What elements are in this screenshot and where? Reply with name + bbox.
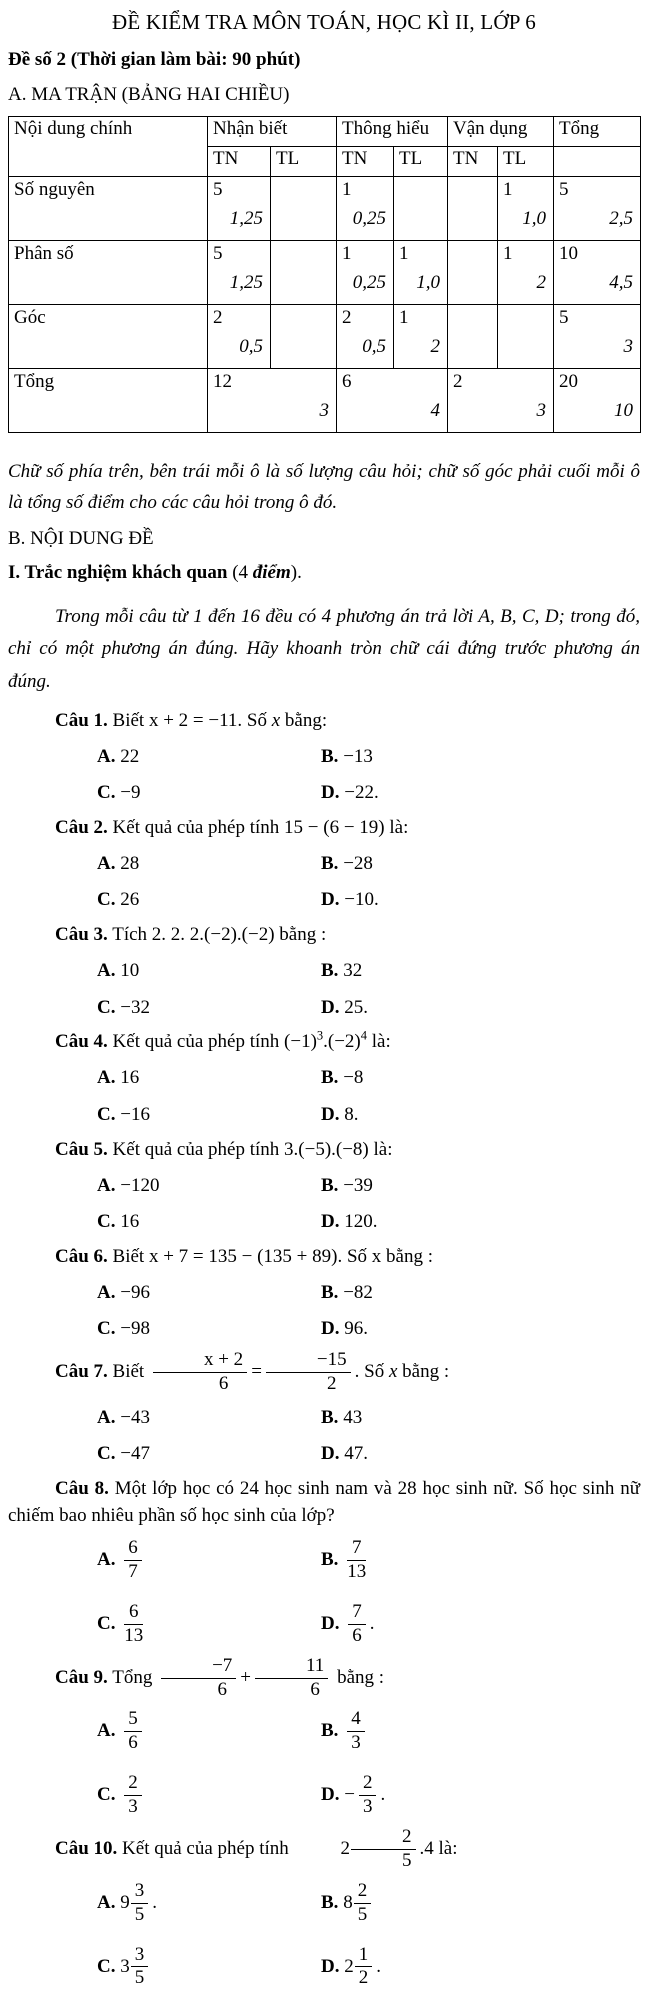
- mixed-number: 2 $\frac{2}{5}$: [294, 1826, 420, 1873]
- q7-option-b: B. 43: [321, 1406, 363, 1428]
- exponent: 4: [360, 1028, 368, 1043]
- mixed-number: 9 $\frac{3}{5}$: [120, 1880, 152, 1927]
- question-4-options: [97, 1065, 640, 1127]
- fraction: $\frac{3}{5}$: [131, 1945, 149, 1990]
- q8-option-a: A. $\frac{6}{7}$: [97, 1537, 321, 1584]
- matrix-total-row: Tổng 12 3 6 4 2 3 20 10: [9, 369, 641, 433]
- question-4: Câu 4. Kết quả của phép tính $(-1)^3.(-2)^4$ là:: [55, 1028, 391, 1053]
- mixed-number: 3 $\frac{3}{5}$: [120, 1944, 152, 1990]
- matrix-subheader: TL: [271, 147, 337, 177]
- q7-option-c: C. −47: [97, 1443, 150, 1465]
- exponent: 3: [316, 1028, 324, 1043]
- instructions-paragraph: Trong mỗi câu từ 1 đến 16 đều có 4 phương án trả lời A, B, C, D; trong đó, chỉ có một phương án đúng. Hãy khoanh tròn chữ cái đứng trước phương án đúng.: [8, 605, 640, 692]
- question-8-label: Câu 8.: [55, 1478, 109, 1500]
- matrix-subheader: TL: [394, 147, 448, 177]
- question-7-options: [97, 1405, 640, 1467]
- matrix-subheader: TN: [208, 147, 271, 177]
- fraction: $\frac{2}{3}$: [359, 1773, 377, 1818]
- question-1-label: Câu 1.: [55, 709, 108, 731]
- matrix-row-name: Phân số: [9, 241, 208, 305]
- mixed-number: 2 $\frac{1}{2}$: [344, 1944, 376, 1990]
- q6-option-d: D. 96.: [321, 1318, 368, 1340]
- matrix-group-header-thong-hieu: Thông hiểu: [337, 117, 448, 147]
- question-1-options: [97, 744, 640, 806]
- fraction: $\frac{3}{5}$: [131, 1881, 149, 1926]
- q5-option-c: C. 16: [97, 1211, 140, 1233]
- matrix-row-goc: Góc 2 0,5 2 0,5 1 2 5 3: [9, 305, 641, 369]
- fraction: $\frac{7}{6}$: [348, 1602, 366, 1647]
- question-1: Câu 1. Biết x + 2 = −11. Số x bằng:: [55, 709, 328, 731]
- question-10: Câu 10. Kết quả của phép tính 2 $\frac{2}{5}$ .4 là:: [55, 1825, 458, 1871]
- q8-option-c: C. $\frac{6}{13}$: [97, 1600, 144, 1646]
- question-5-options: [97, 1173, 640, 1235]
- fraction: $\frac{2}{5}$: [351, 1827, 416, 1872]
- question-6-label: Câu 6.: [55, 1245, 108, 1267]
- q4-option-b: B. −8: [321, 1067, 364, 1089]
- equals-sign: =: [251, 1360, 262, 1382]
- q9-option-b: B. $\frac{4}{3}$: [321, 1708, 640, 1755]
- q6-option-c: C. −98: [97, 1318, 150, 1340]
- q3-option-d: D. 25.: [321, 996, 368, 1018]
- question-3-options: [97, 958, 640, 1020]
- q8-option-d: D. $\frac{7}{6}$ .: [321, 1600, 375, 1646]
- matrix-group-header-van-dung: Vận dụng: [448, 117, 554, 147]
- question-4-label: Câu 4.: [55, 1031, 108, 1053]
- question-7-label: Câu 7.: [55, 1360, 108, 1382]
- matrix-header-row-1: [9, 117, 641, 147]
- q2-option-c: C. 26: [97, 889, 140, 911]
- q6-option-b: B. −82: [321, 1281, 373, 1303]
- q5-option-b: B. −39: [321, 1174, 373, 1196]
- matrix-note: Chữ số phía trên, bên trái mỗi ô là số lượng câu hỏi; chữ số góc phải cuối mỗi ô là tổng số điểm cho các câu hỏi trong ô đó.: [8, 461, 640, 513]
- q10-option-d: D. 2 $\frac{1}{2}$ .: [321, 1943, 381, 1989]
- fraction: $\frac{-15}{2}$: [266, 1350, 351, 1395]
- matrix-subheader: TL: [498, 147, 554, 177]
- fraction: $\frac{4}{3}$: [347, 1709, 365, 1754]
- question-3: Câu 3. Tích 2. 2. 2.(−2).(−2) bằng :: [55, 924, 327, 946]
- fraction: $\frac{6}{13}$: [124, 1600, 144, 1646]
- fraction: $\frac{x + 2}{6}$: [153, 1350, 247, 1395]
- question-2-label: Câu 2.: [55, 816, 108, 838]
- question-2-options: [97, 851, 640, 913]
- matrix-table: [8, 116, 641, 433]
- fraction: $\frac{2}{5}$: [354, 1881, 372, 1926]
- question-3-label: Câu 3.: [55, 924, 108, 946]
- q3-option-a: A. 10: [97, 960, 140, 982]
- fraction: $\frac{7}{13}$: [347, 1537, 367, 1582]
- cell-count: 5: [213, 179, 223, 200]
- fraction: $\frac{2}{3}$: [124, 1773, 142, 1818]
- q1-option-d: D. −22.: [321, 782, 379, 804]
- q9-option-a: A. $\frac{5}{6}$: [97, 1708, 321, 1755]
- question-6: Câu 6. Biết x + 7 = 135 − (135 + 89). Số x bằng :: [55, 1245, 434, 1267]
- q9-option-d: D. − $\frac{2}{3}$ .: [321, 1772, 386, 1818]
- part-i-heading: I. Trắc nghiệm khách quan (4 điểm).: [8, 561, 302, 583]
- question-5: Câu 5. Kết quả của phép tính 3.(−5).(−8) là:: [55, 1138, 393, 1160]
- fraction: $\frac{1}{2}$: [355, 1945, 373, 1990]
- exam-subtitle: Đề số 2 (Thời gian làm bài: 90 phút): [8, 49, 301, 70]
- matrix-corner-header: Nội dung chính: [9, 117, 208, 177]
- q4-option-c: C. −16: [97, 1103, 150, 1125]
- q5-option-d: D. 120.: [321, 1211, 378, 1233]
- question-2: Câu 2. Kết quả của phép tính 15 − (6 − 19) là:: [55, 816, 409, 838]
- q1-option-b: B. −13: [321, 745, 373, 767]
- q4-option-d: D. 8.: [321, 1103, 359, 1125]
- q1-option-c: C. −9: [97, 782, 141, 804]
- q8-option-b: B. $\frac{7}{13}$: [321, 1537, 367, 1582]
- fraction: $\frac{11}{6}$: [255, 1656, 328, 1701]
- matrix-row-name: Số nguyên: [9, 177, 208, 241]
- page-title: ĐỀ KIỂM TRA MÔN TOÁN, HỌC KÌ II, LỚP 6: [112, 10, 536, 34]
- q5-option-a: A. −120: [97, 1174, 160, 1196]
- matrix-row-name: Góc: [9, 305, 208, 369]
- q2-option-d: D. −10.: [321, 889, 379, 911]
- q3-option-b: B. 32: [321, 960, 363, 982]
- question-5-label: Câu 5.: [55, 1138, 108, 1160]
- matrix-total-header: Tổng: [554, 117, 641, 147]
- question-10-options: [97, 1880, 640, 1990]
- q3-option-c: C. −32: [97, 996, 150, 1018]
- q1-option-a: A. 22: [97, 745, 140, 767]
- matrix-subheader: TN: [448, 147, 498, 177]
- question-7: Câu 7. Biết $\frac{x + 2}{6}$ = $\frac{-15}{2}$ . Số x bằng :: [55, 1349, 450, 1394]
- question-9-options: [97, 1708, 640, 1819]
- q9-option-c: C. $\frac{2}{3}$: [97, 1772, 321, 1819]
- fraction: $\frac{5}{6}$: [124, 1709, 142, 1754]
- minus-sign: −: [344, 1783, 355, 1805]
- fraction: $\frac{6}{7}$: [124, 1538, 142, 1583]
- matrix-subheader-empty: [554, 147, 641, 177]
- matrix-row-phan-so: Phân số 5 1,25 1 0,25 1 1,0 1 2 10 4,5: [9, 241, 641, 305]
- fraction: $\frac{-7}{6}$: [161, 1656, 236, 1701]
- question-9: Câu 9. Tổng $\frac{-7}{6}$ + $\frac{11}{6}$ bằng :: [55, 1654, 385, 1700]
- q2-option-b: B. −28: [321, 852, 373, 874]
- mixed-number: 8 $\frac{2}{5}$: [343, 1880, 375, 1927]
- q6-option-a: A. −96: [97, 1281, 150, 1303]
- q7-option-a: A. −43: [97, 1406, 150, 1428]
- matrix-row-so-nguyen: Số nguyên 5 1,25 1 0,25 1 1,0 5 2,5: [9, 177, 641, 241]
- question-8: Câu 8. Một lớp học có 24 học sinh nam và 28 học sinh nữ. Số học sinh nữ chiếm bao nhiêu phần số học sinh của lớp?: [8, 1478, 640, 1527]
- q10-option-c: C. 3 $\frac{3}{5}$: [97, 1944, 321, 1990]
- matrix-row-name: Tổng: [9, 369, 208, 433]
- q4-option-a: A. 16: [97, 1067, 140, 1089]
- q2-option-a: A. 28: [97, 852, 140, 874]
- q7-option-d: D. 47.: [321, 1443, 368, 1465]
- matrix-subheader: TN: [337, 147, 394, 177]
- section-b-heading: B. NỘI DUNG ĐỀ: [8, 527, 154, 549]
- cell-points: 1,25: [229, 208, 263, 229]
- plus-sign: +: [240, 1666, 252, 1688]
- q10-option-b: B. 8 $\frac{2}{5}$: [321, 1880, 640, 1927]
- question-10-label: Câu 10.: [55, 1837, 118, 1859]
- question-6-options: [97, 1280, 640, 1342]
- q10-option-a: A. 9 $\frac{3}{5}$ .: [97, 1879, 157, 1925]
- question-8-options: [97, 1537, 640, 1648]
- section-a-heading: A. MA TRẬN (BẢNG HAI CHIỀU): [8, 84, 290, 105]
- question-9-label: Câu 9.: [55, 1666, 108, 1688]
- matrix-group-header-nhan-biet: Nhận biết: [208, 117, 337, 147]
